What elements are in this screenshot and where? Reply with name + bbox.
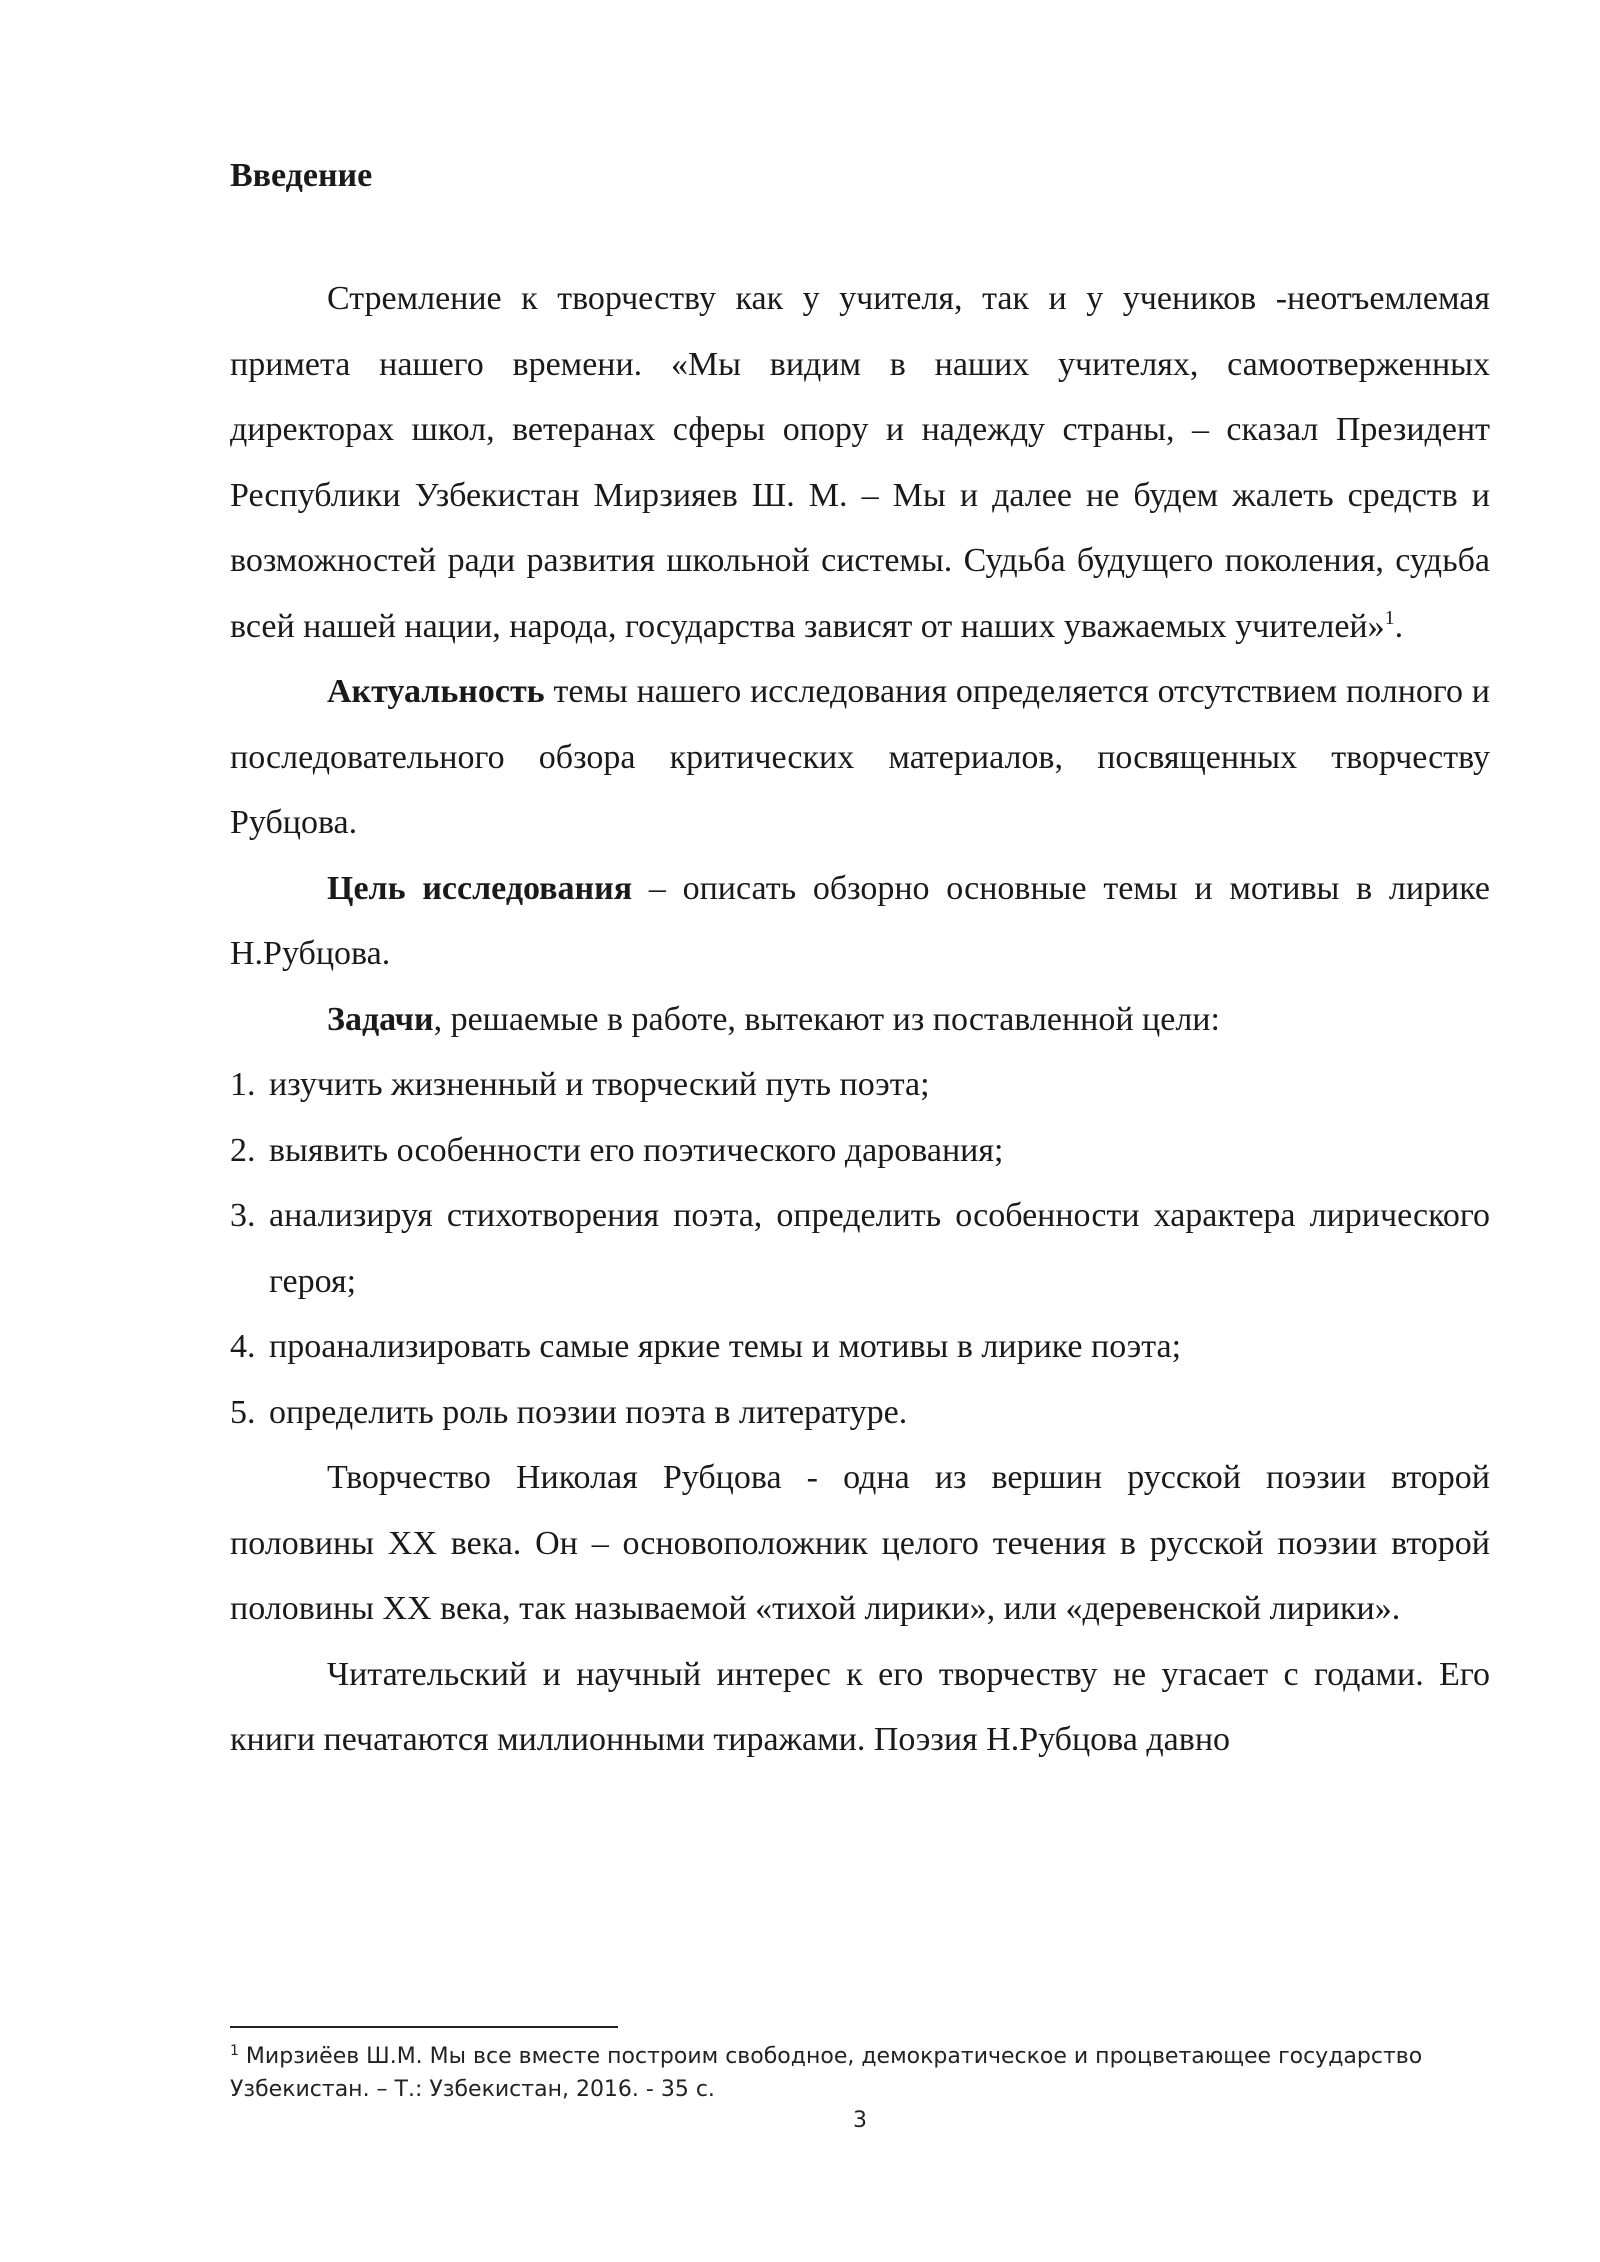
task-item — [230, 1052, 1490, 1118]
task-number: 4. — [230, 1328, 256, 1365]
page-number: 3 — [853, 2108, 867, 2133]
goal-text: – описать обзорно основные темы и мотивы в лирике Н.Рубцова. — [230, 869, 1491, 972]
tasks-list — [230, 1052, 1490, 1445]
tasks-intro-text: , решаемые в работе, вытекают из поставленной цели: — [433, 1000, 1220, 1038]
paragraph-relevance — [230, 659, 1490, 856]
task-number: 3. — [230, 1197, 256, 1234]
paragraph-tasks-intro — [230, 987, 1490, 1053]
task-text: анализируя стихотворения поэта, определить особенности характера лирического героя; — [269, 1197, 1490, 1300]
task-item — [230, 1314, 1490, 1380]
task-text: определить роль поэзии поэта в литературе. — [269, 1393, 908, 1431]
footnote-text: Мирзиёев Ш.М. Мы все вместе построим свободное, демократическое и процветающее государство Узбекистан. – Т.: Узбекистан, 2016. - 35 с. — [230, 2044, 1423, 2102]
task-number: 5. — [230, 1393, 256, 1431]
tasks-term: Задачи — [327, 1000, 434, 1038]
footnote-separator — [230, 2026, 618, 2028]
paragraph-goal — [230, 856, 1490, 987]
paragraph-reader-interest: Читательский и научный интерес к его творчеству не угасает с годами. Его книги печатаются миллионными тиражами. Поэзия Н.Рубцова давно — [230, 1655, 1490, 1758]
footnote-number: 1 — [230, 2043, 239, 2059]
footnote-reference: 1 — [1384, 606, 1395, 629]
task-number: 1. — [230, 1066, 256, 1103]
task-item — [230, 1183, 1490, 1314]
paragraph-intro-tail: . — [1394, 607, 1404, 645]
paragraph-intro-text: Стремление к творчеству как у учителя, так и у учеников -неотъемлемая примета нашего времени. «Мы видим в наших учителях, самоотверженных директорах школ, ветеранах сферы опору и надежду страны, – сказал Президент Республики Узбекистан Мирзияев Ш. М. – Мы и далее не будем жалеть средств и возможностей ради развития школьной системы. Судьба будущего поколения, судьба всей нашей нации, народа, государства зависят от наших уважаемых учителей» — [230, 280, 1490, 645]
paragraph-rubtsov-work: Творчество Николая Рубцова - одна из вершин русской поэзии второй половины XX века. Он – основоположник целого течения в русской поэзии второй половины XX века, так называемой «тихой лирики», или «деревенской лирики». — [230, 1459, 1490, 1627]
task-text: изучить жизненный и творческий путь поэта; — [269, 1066, 930, 1103]
task-item — [230, 1118, 1490, 1184]
footnote — [230, 2040, 1490, 2106]
task-text: проанализировать самые яркие темы и мотивы в лирике поэта; — [269, 1328, 1182, 1365]
relevance-text: темы нашего исследования определяется отсутствием полного и последовательного обзора критических материалов, посвященных творчеству Рубцова. — [230, 673, 1490, 841]
section-heading: Введение — [230, 157, 373, 194]
goal-term: Цель исследования — [327, 869, 633, 907]
task-number: 2. — [230, 1131, 256, 1169]
relevance-term: Актуальность — [327, 673, 545, 710]
paragraph-intro — [230, 266, 1490, 659]
page-body — [230, 150, 1490, 1773]
task-text: выявить особенности его поэтического дарования; — [269, 1131, 1004, 1169]
task-item — [230, 1380, 1490, 1446]
